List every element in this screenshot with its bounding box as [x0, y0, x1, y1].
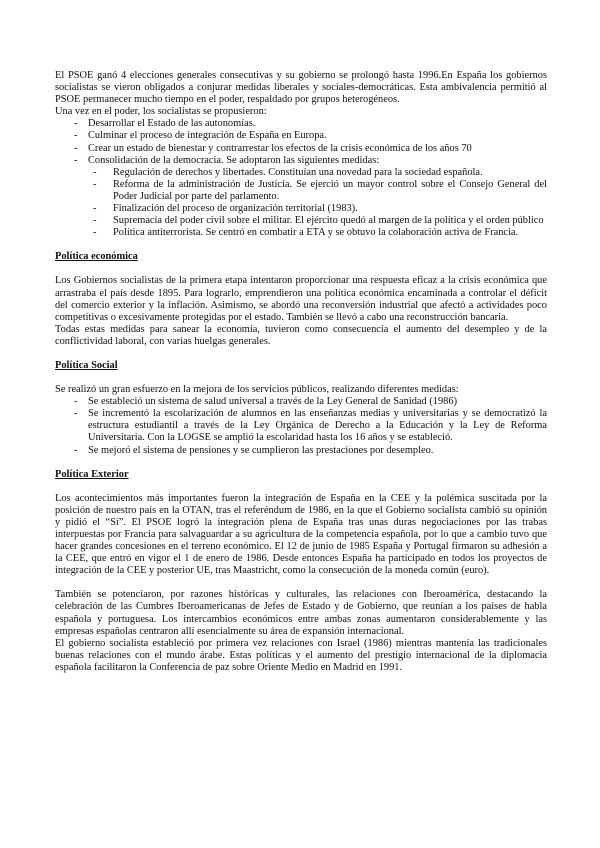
list-item: - Se mejoró el sistema de pensiones y se cumplieron las prestaciones por desempleo.	[55, 445, 547, 457]
list-item: - Se estableció un sistema de salud universal a través de la Ley General de Sanidad (1986)	[55, 396, 547, 408]
sub-list-item: - Finalización del proceso de organización territorial (1983).	[55, 203, 547, 215]
list-item-text: Consolidación de la democracia. Se adoptaron las siguientes medidas:	[88, 154, 380, 166]
document-page	[55, 70, 547, 674]
goals-list	[55, 118, 547, 239]
section-heading-economica: Política económica	[55, 251, 138, 263]
list-item	[55, 155, 547, 240]
economica-paragraph: Los Gobiernos socialistas de la primera etapa intentaron proporcionar una respuesta eficaz a la crisis económica que arrastraba el país desde 1895. Para lograrlo, emprendieron una política económica encaminada a controlar el déficit del comercio exterior y la inflación. Asimismo, se abordó una reconversión industrial que afectó a actividades poco competitivas o excesivamente protegidas por el estado. También se llevó a cabo una reconstrucción bancaria.	[55, 275, 547, 323]
sub-list-item: - Política antiterrorista. Se centró en combatir a ETA y se obtuvo la colaboración activa de Francia.	[55, 227, 547, 239]
exterior-paragraph: El gobierno socialista estableció por primera vez relaciones con Israel (1986) mientras mantenía las tradicionales buenas relaciones con el mundo árabe. Estas políticas y el aumento del prestigio internacional de la diplomacia española facilitaron la Conferencia de paz sobre Oriente Medio en Madrid en 1991.	[55, 637, 547, 673]
section-heading-exterior: Política Exterior	[55, 468, 129, 480]
economica-paragraph: Todas estas medidas para sanear la economía, tuvieron como consecuencia el aumento del desempleo y de la conflictividad laboral, con varias huelgas generales.	[55, 323, 547, 347]
list-item: - Se incrementó la escolarización de alumnos en las enseñanzas medias y universitarias y se democratizó la estructura estudiantil a través de la Ley Orgánica de Derecho a la Educación y la Ley de Reforma Universitaria. Con la LOGSE se amplió la escolaridad hasta los 16 años y se estableció.	[55, 408, 547, 444]
list-item: - Culminar el proceso de integración de España en Europa.	[55, 130, 547, 142]
sub-list-item: - Supremacía del poder civil sobre el militar. El ejército quedó al margen de la política y el orden público	[55, 215, 547, 227]
list-item: - Crear un estado de bienestar y contrarrestar los efectos de la crisis económica de los años 70	[55, 143, 547, 155]
list-item: - Desarrollar el Estado de las autonomías.	[55, 118, 547, 130]
sub-list-item: - Reforma de la administración de Justicia. Se ejerció un mayor control sobre el Consejo General del Poder Judicial por parte del parlamento.	[55, 179, 547, 203]
sub-list-item: - Regulación de derechos y libertades. Constituían una novedad para la sociedad española.	[55, 167, 547, 179]
section-heading-social: Política Social	[55, 359, 118, 371]
intro-paragraph: El PSOE ganó 4 elecciones generales consecutivas y su gobierno se prolongó hasta 1996.En España los gobiernos socialistas se vieron obligados a conjurar medidas liberales y sociales-democráticas. Esta ambivalencia permitió al PSOE permanecer mucho tiempo en el poder, respaldado por grupos heterogéneos.	[55, 70, 547, 106]
social-measures-list	[55, 396, 547, 456]
democracy-measures-list	[55, 167, 547, 240]
exterior-paragraph: También se potenciaron, por razones históricas y culturales, las relaciones con Iberoamérica, destacando la celebración de las Cumbres Iberoamericanas de Jefes de Estado y de Gobierno, que reunían a los países de habla española y portuguesa. Los intercambios económicos entre ambas zonas aumentaron considerablemente y las empresas españolas centraron allí esencialmente su área de expansión internacional.	[55, 589, 547, 637]
social-paragraph: Se realizó un gran esfuerzo en la mejora de los servicios públicos, realizando diferentes medidas:	[55, 384, 459, 396]
intro-lead: Una vez en el poder, los socialistas se propusieron:	[55, 106, 267, 118]
exterior-paragraph: Los acontecimientos más importantes fueron la integración de España en la CEE y la polémica suscitada por la posición de nuestro país en la OTAN, tras el referéndum de 1986, en la que el Gobierno socialista cambió su opinión y pidió el “Sí”. El PSOE logró la integración plena de España tras unas duras negociaciones por las trabas interpuestas por Francia para salvaguardar a su agricultura de la competencia española, por lo que a cambio tuvo que hacer grandes concesiones en el terreno económico. El 12 de junio de 1985 España y Portugal firmaron su adhesión a la CEE, que entró en vigor el 1 de enero de 1986. Desde entonces España ha participado en todos los proyectos de integración de la CEE y posterior UE, tras Maastricht, como la consecución de la moneda común (euro).	[55, 492, 547, 577]
